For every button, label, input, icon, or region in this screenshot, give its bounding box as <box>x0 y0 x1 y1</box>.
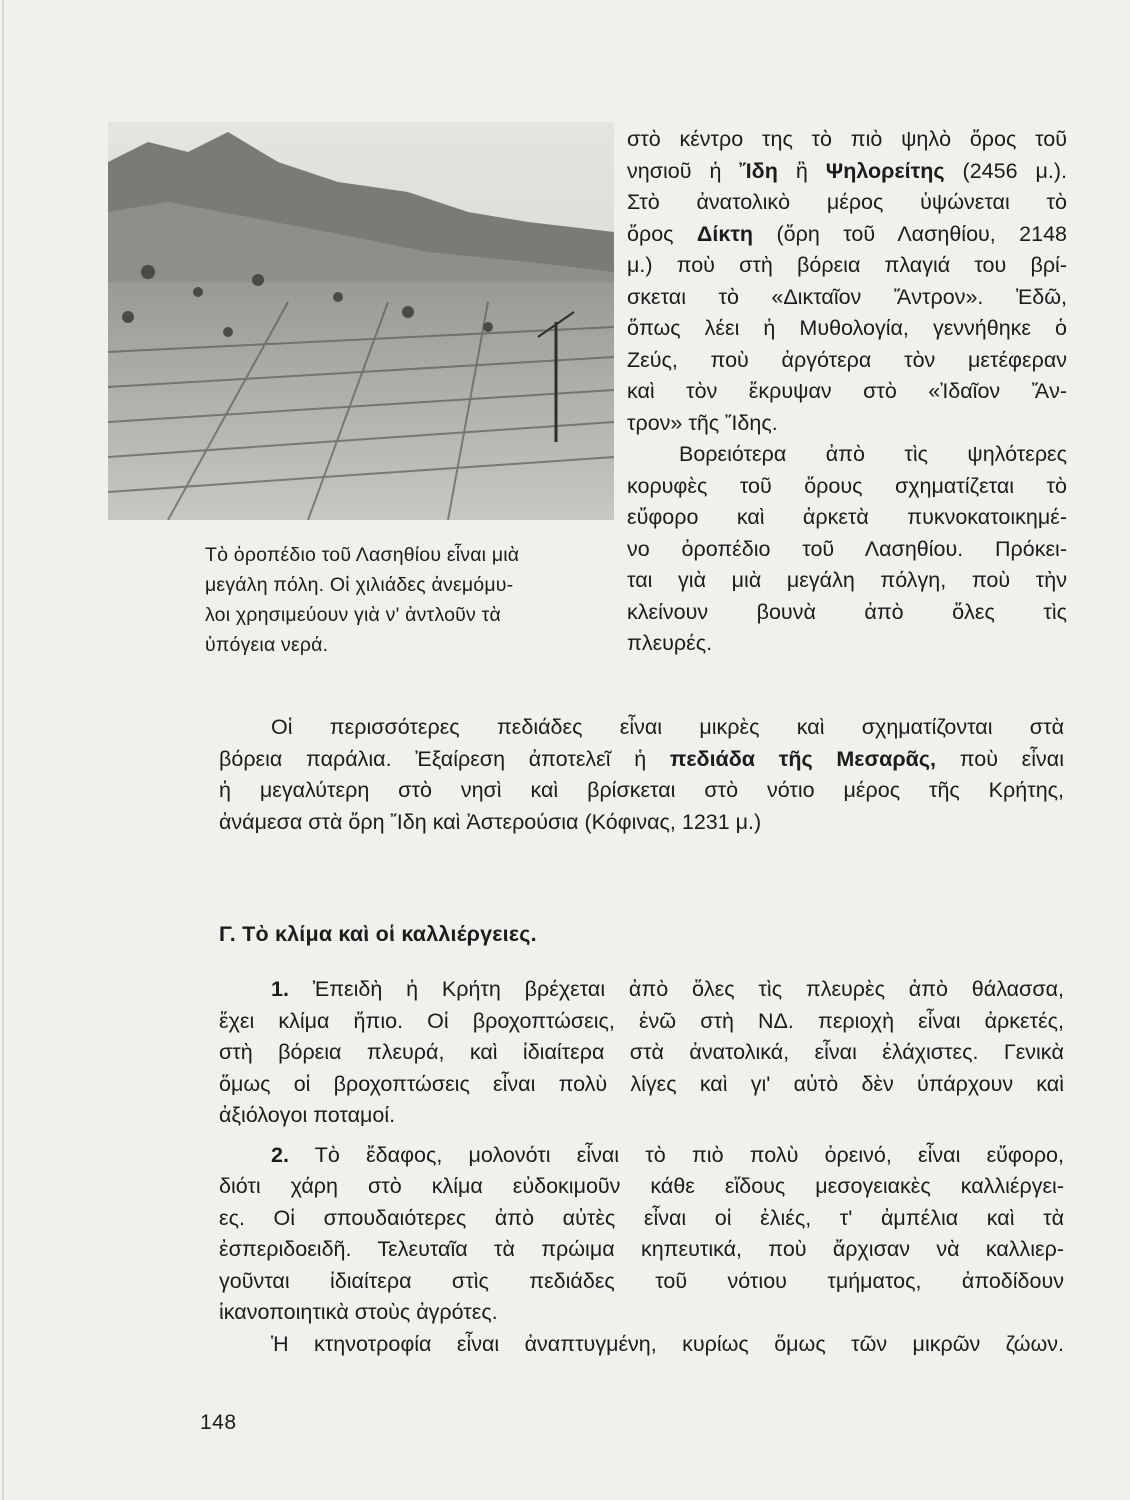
caption-line: μεγάλη πόλη. Οἱ χιλιάδες ἀνεμόμυ- <box>205 574 514 596</box>
text-line: Ζεύς, ποὺ ἀργότερα τὸν μετέφεραν <box>627 347 1067 372</box>
text-run: ὄρος <box>627 221 697 246</box>
text-run: ποὺ εἶναι <box>936 746 1065 771</box>
text-line: ἔχει κλίμα ἤπιο. Οἱ βροχοπτώσεις, ἐνῶ στὴ ΝΔ. περιοχὴ εἶναι ἀρκετές, <box>219 1008 1064 1033</box>
text-run: (ὄρη τοῦ Λασηθίου, 2148 <box>753 221 1068 246</box>
text-line: κλείνουν βουνὰ ἀπὸ ὅλες τὶς <box>627 599 1067 624</box>
text-line: νο ὀροπέδιο τοῦ Λασηθίου. Πρόκει- <box>627 536 1067 561</box>
text-line: ἀξιόλογοι ποταμοί. <box>219 1103 396 1127</box>
text-line: ται γιὰ μιὰ μεγάλη πόλγη, ποὺ τὴν <box>627 568 1067 592</box>
mountain-name: Δίκτη <box>696 221 754 246</box>
text-run: Ἐπειδὴ ἡ Κρήτη βρέχεται ἀπὸ ὅλες τὶς πλευρὲς ἀπὸ θάλασσα, <box>312 977 1064 1001</box>
paragraph-gap <box>219 1132 1064 1140</box>
mountain-name: Ἴδη <box>739 158 778 183</box>
photo-caption <box>205 540 605 660</box>
caption-line: λοι χρησιμεύουν γιὰ ν' ἀντλοῦν τὰ <box>205 604 501 626</box>
mountain-name: Ψηλορείτης <box>825 158 945 183</box>
climate-text <box>219 974 1064 1360</box>
text-line: σκεται τὸ «Δικταῖον Ἄντρον». Ἐδῶ, <box>627 284 1067 309</box>
text-line <box>219 744 1064 776</box>
text-line: ἀνάμεσα στὰ ὄρη Ἴδη καὶ Ἀστερούσια (Κόφινας, 1231 μ.) <box>219 809 762 834</box>
right-column-text <box>627 124 1067 660</box>
text-line: στὸ κέντρο της τὸ πιὸ ψηλὸ ὄρος τοῦ <box>627 127 1067 151</box>
text-line: ὅπως λέει ἡ Μυθολογία, γεννήθηκε ὁ <box>627 316 1067 340</box>
plains-paragraph <box>219 712 1064 838</box>
text-line <box>627 156 1067 188</box>
text-line <box>219 974 1064 1006</box>
page-number: 148 <box>200 1411 237 1434</box>
text-line: Οἱ περισσότερες πεδιάδες εἶναι μικρὲς καὶ σχηματίζονται στὰ <box>271 715 1064 739</box>
text-line: ἐσπεριδοειδῆ. Τελευταῖα τὰ πρώιμα κηπευτικά, ποὺ ἄρχισαν νὰ καλλιερ- <box>219 1237 1064 1261</box>
text-line: μ.) ποὺ στὴ βόρεια πλαγιά του βρί- <box>627 253 1067 277</box>
item-number: 1. <box>271 977 289 1001</box>
text-line: τρον» τῆς Ἴδης. <box>627 410 778 435</box>
text-run: νησιοῦ ἡ <box>627 158 740 183</box>
caption-line: ὑπόγεια νερά. <box>205 634 329 656</box>
text-run: (2456 μ.). <box>944 158 1068 183</box>
text-line: ὅμως οἱ βροχοπτώσεις εἶναι πολὺ λίγες καὶ γι' αὐτὸ δὲν ὑπάρχουν καὶ <box>219 1071 1064 1096</box>
text-line: Στὸ ἀνατολικὸ μέρος ὑψώνεται τὸ <box>627 190 1067 214</box>
page-edge <box>2 0 4 1500</box>
section-heading: Γ. Τὸ κλίμα καὶ οἱ καλλιέργειες. <box>219 922 537 946</box>
text-line <box>627 219 1067 251</box>
text-line <box>219 1140 1064 1172</box>
text-line: γοῦνται ἰδιαίτερα στὶς πεδιάδες τοῦ νότιου τμήματος, ἀποδίδουν <box>219 1268 1064 1293</box>
text-line: εὔφορο καὶ ἀρκετὰ πυκνοκατοικημέ- <box>627 505 1067 529</box>
item-number: 2. <box>271 1142 289 1167</box>
text-run: βόρεια παράλια. Ἐξαίρεση ἀποτελεῖ ἡ <box>219 746 670 771</box>
text-line: διότι χάρη στὸ κλίμα εὐδοκιμοῦν κάθε εἴδους μεσογειακὲς καλλιέργει- <box>219 1174 1064 1198</box>
text-line: καὶ τὸν ἔκρυψαν στὸ «Ἰδαῖον Ἄν- <box>627 379 1067 403</box>
text-line: στὴ βόρεια πλευρά, καὶ ἰδιαίτερα στὰ ἀνατολικά, εἶναι ἐλάχιστες. Γενικὰ <box>219 1040 1064 1064</box>
plain-name: πεδιάδα τῆς Μεσαρᾶς, <box>669 746 937 771</box>
text-line: Ἡ κτηνοτροφία εἶναι ἀναπτυγμένη, κυρίως ὅμως τῶν μικρῶν ζώων. <box>271 1331 1064 1356</box>
text-line: ἱκανοποιητικὰ στοὺς ἀγρότες. <box>219 1300 498 1324</box>
text-line: ἡ μεγαλύτερη στὸ νησὶ καὶ βρίσκεται στὸ νότιο μέρος τῆς Κρήτης, <box>219 778 1064 802</box>
text-run: ἢ <box>777 158 826 183</box>
text-line: πλευρές. <box>627 631 713 655</box>
text-line: Βορειότερα ἀπὸ τὶς ψηλότερες <box>679 442 1067 466</box>
text-line: κορυφὲς τοῦ ὄρους σχηματίζεται τὸ <box>627 473 1067 498</box>
text-run: Τὸ ἔδαφος, μολονότι εἶναι τὸ πιὸ πολὺ ὀρεινό, εἶναι εὔφορο, <box>314 1142 1064 1167</box>
caption-line: Τὸ ὀροπέδιο τοῦ Λασηθίου εἶναι μιὰ <box>205 544 520 566</box>
lasithi-plateau-photo <box>108 122 614 520</box>
text-line: ες. Οἱ σπουδαιότερες ἀπὸ αὐτὲς εἶναι οἱ ἐλιές, τ' ἀμπέλια καὶ τὰ <box>219 1205 1064 1230</box>
plateau-windmills-photo-icon <box>108 122 614 520</box>
